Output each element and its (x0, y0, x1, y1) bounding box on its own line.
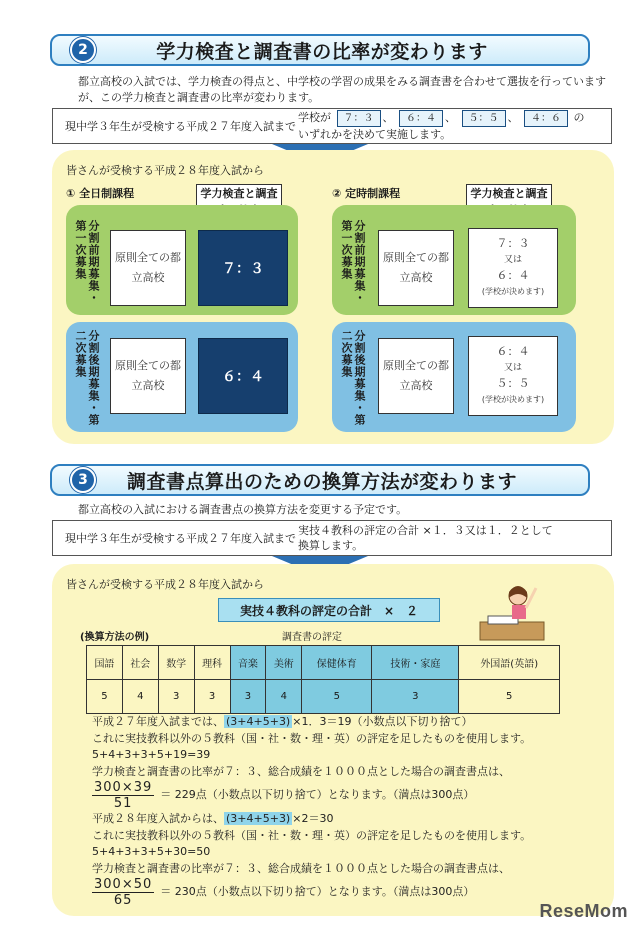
section2-info-left: 現中学３年生が受検する平成２７年度入試まで (65, 120, 296, 133)
calc27-line3: 5+4+3+3+5+19=39 (92, 748, 211, 761)
calc27-post: ×1．3＝19（小数点以下切り捨て） (292, 715, 473, 728)
calc28-denominator: 65 (113, 893, 133, 908)
parttime-first-r1: ７：３ (496, 237, 530, 250)
subject-cell-practical: 美術 (266, 646, 302, 680)
fulltime-first-ratio: ７：３ (198, 230, 288, 306)
calc27-line4: 学力検査と調査書の比率が７：３、総合成績を１０００点とした場合の調査書点は、 (92, 764, 510, 778)
fulltime-second-label: 分割後期募集・第二次募集 (74, 330, 100, 426)
parttime-second-note: (学校が決めます) (481, 395, 545, 404)
section2-title: 学力検査と調査書の比率が変わります (156, 40, 488, 63)
section3-info-right (298, 523, 611, 553)
fulltime-second-ratio: ６：４ (198, 338, 288, 414)
resemom-logo: ReseMom (539, 901, 628, 921)
parttime-second-ratio (468, 336, 558, 416)
example-label: (換算方法の例) (80, 632, 150, 643)
section3-current-rule (52, 520, 612, 556)
calc27-fraction-line (92, 780, 592, 811)
formula-box: 実技４教科の評定の合計 × ２ (218, 598, 440, 622)
subject-cell: 外国語(英語) (459, 646, 560, 680)
section3-info-line2: 換算します。 (298, 539, 364, 552)
calc28-line4: 学力検査と調査書の比率が７：３、総合成績を１０００点とした場合の調査書点は、 (92, 861, 510, 875)
calc28-fraction-line (92, 877, 592, 908)
section3-intro: 都立高校の入試における調査書点の換算方法を変更する予定です。 (78, 503, 408, 516)
calc27-highlight: (3+4+5+3) (226, 715, 291, 728)
calc27-denominator: 51 (113, 796, 133, 811)
grade-cell: 3 (158, 680, 194, 714)
subject-cell: 数学 (158, 646, 194, 680)
calc27-numerator: 300×39 (94, 780, 153, 795)
grade-cell: 5 (459, 680, 560, 714)
subject-cell-practical: 保健体育 (302, 646, 372, 680)
fulltime-first-label: 分割前期募集・第一次募集 (74, 220, 100, 304)
info-post: の (573, 111, 585, 124)
grade-cell-practical: 5 (302, 680, 372, 714)
grade-cell-practical: 4 (266, 680, 302, 714)
subject-row (87, 646, 560, 680)
calc27-pre: 平成２７年度入試までは、 (92, 715, 224, 728)
calc27-line2: これに実技教科以外の５教科（国・社・数・理・英）の評定を足したものを使用します。 (92, 731, 532, 745)
grades-table (86, 645, 560, 714)
fulltime-second-school: 原則全ての都立高校 (110, 338, 186, 414)
section3-banner (50, 464, 590, 496)
calc28-numerator: 300×50 (94, 877, 153, 892)
ratio-tag-46: ４：６ (524, 110, 568, 127)
calc28-result: ＝ 230点（小数点以下切り捨て）となります。（満点は300点） (160, 885, 475, 899)
calc28-line3: 5+4+3+3+5+30=50 (92, 845, 211, 858)
parttime-heading: ② 定時制課程 (332, 187, 401, 200)
section2-banner (50, 34, 590, 66)
section2-number: 2 (70, 37, 96, 63)
grade-cell: 5 (87, 680, 123, 714)
subject-cell-practical: 音楽 (230, 646, 266, 680)
section3-number: 3 (70, 467, 96, 493)
parttime-first-label: 分割前期募集・第一次募集 (340, 220, 366, 304)
ratio-tag-73: ７：３ (337, 110, 381, 127)
student-illustration (474, 578, 550, 644)
ratio-tag-64: ６：４ (399, 110, 443, 127)
calc27-fraction (92, 780, 154, 811)
subject-cell-practical: 技術・家庭 (372, 646, 459, 680)
subject-cell: 国語 (87, 646, 123, 680)
info-line2: いずれかを決めて実施します。 (298, 128, 452, 141)
grade-cell-practical: 3 (372, 680, 459, 714)
parttime-second-school: 原則全ての都立高校 (378, 338, 454, 414)
parttime-second-or: 又は (503, 363, 522, 373)
fulltime-first-school: 原則全ての都立高校 (110, 230, 186, 306)
fulltime-heading: ① 全日制課程 (66, 187, 135, 200)
parttime-first-note: (学校が決めます) (481, 287, 545, 296)
table-caption: 調査書の評定 (282, 632, 342, 643)
parttime-first-ratio (468, 228, 558, 308)
grade-cell: 4 (122, 680, 158, 714)
ratio-tag-55: ５：５ (462, 110, 506, 127)
section3-title: 調査書点算出のための換算方法が変わります (126, 470, 517, 493)
parttime-first-r2: ６：４ (496, 269, 530, 282)
grade-cell-practical: 3 (230, 680, 266, 714)
subject-cell: 理科 (194, 646, 230, 680)
parttime-ratio-header: 学力検査と調査 (466, 184, 552, 220)
parttime-first-school: 原則全ての都立高校 (378, 230, 454, 306)
calc28-post: ×2＝30 (292, 812, 334, 825)
info-pre: 学校が (298, 111, 331, 124)
section3-info-left: 現中学３年生が受検する平成２７年度入試まで (65, 532, 296, 545)
parttime-second-r2: ５：５ (496, 377, 530, 390)
calc27-result: ＝ 229点（小数点以下切り捨て）となります。（満点は300点） (160, 788, 475, 802)
section2-info-right: 学校が ７：３ 、 ６：４ 、 ５：５ 、 ４：６ の いずれかを決めて実施します。 (298, 110, 611, 142)
calc28-highlight: (3+4+5+3) (226, 812, 291, 825)
calc28-pre: 平成２８年度入試からは、 (92, 812, 224, 825)
section3-info-line1: 実技４教科の評定の合計 ×１．３又は１．２として (298, 524, 553, 537)
calculation-example (92, 714, 592, 908)
grade-row (87, 680, 560, 714)
calc28-line2: これに実技教科以外の５教科（国・社・数・理・英）の評定を足したものを使用します。 (92, 828, 532, 842)
section2-current-rule (52, 108, 612, 144)
parttime-first-or: 又は (503, 255, 522, 265)
section3-from: 皆さんが受検する平成２８年度入試から (66, 578, 264, 591)
subject-cell: 社会 (122, 646, 158, 680)
grade-cell: 3 (194, 680, 230, 714)
section2-intro: 都立高校の入試では、学力検査の得点と、中学校の学習の成果をみる調査書を合わせて選抜を行っていますが、この学力検査と調査書の比率が変わります。 (78, 75, 606, 104)
calc27-line1 (92, 714, 592, 731)
fulltime-ratio-header: 学力検査と調査 (196, 184, 282, 220)
calc28-line1 (92, 811, 592, 828)
parttime-second-label: 分割後期募集・第二次募集 (340, 330, 366, 426)
section2-from: 皆さんが受検する平成２８年度入試から (66, 164, 264, 177)
calc28-fraction (92, 877, 154, 908)
parttime-second-r1: ６：４ (496, 345, 530, 358)
